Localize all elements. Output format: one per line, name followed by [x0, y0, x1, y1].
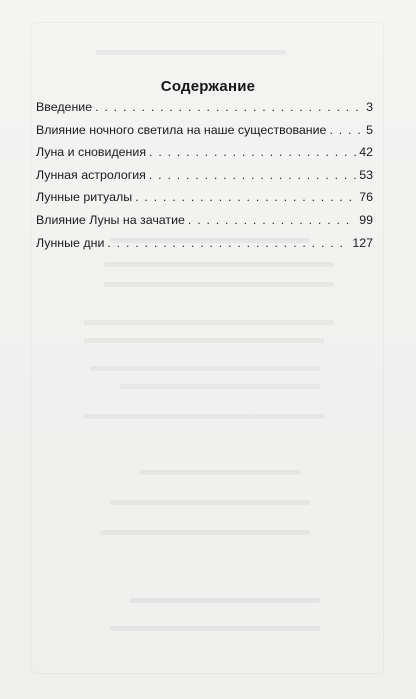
toc-entry-page: 42	[359, 145, 373, 160]
toc-entry-label: Введение	[36, 100, 93, 114]
show-through-line	[110, 500, 310, 505]
show-through-line	[100, 530, 310, 535]
show-through-line	[104, 282, 334, 287]
show-through-line	[84, 338, 324, 343]
toc-entry-label: Лунные ритуалы	[36, 190, 133, 205]
toc-entry	[36, 236, 373, 259]
toc-entry-page: 76	[359, 190, 373, 205]
toc-entry-page: 127	[352, 235, 373, 250]
show-through-line	[110, 626, 320, 631]
show-through-line	[120, 384, 320, 389]
toc-entry-page: 99	[359, 212, 373, 227]
dot-leader	[135, 190, 356, 204]
toc-entry-label: Влияние Луны на зачатие	[36, 212, 185, 227]
show-through-line	[104, 262, 334, 267]
toc-entry-label: Лунные дни	[36, 235, 105, 250]
show-through-line	[84, 414, 324, 419]
dot-leader	[149, 168, 356, 182]
toc-entry	[36, 213, 373, 236]
toc-entry	[36, 168, 373, 191]
show-through-line	[90, 366, 320, 371]
show-through-line	[84, 320, 334, 325]
dot-leader	[95, 100, 363, 114]
toc-entry-label: Влияние ночного светила на наше существование	[36, 122, 327, 137]
show-through-line	[140, 470, 300, 475]
table-of-contents	[36, 100, 373, 258]
toc-entry	[36, 190, 373, 213]
toc-entry	[36, 123, 373, 146]
dot-leader	[149, 145, 356, 159]
toc-entry-page: 53	[359, 167, 373, 182]
dot-leader	[107, 236, 349, 250]
show-through-line	[130, 598, 320, 603]
toc-entry-page: 5	[366, 122, 373, 137]
toc-entry-page: 3	[366, 100, 373, 114]
toc-title: Содержание	[160, 78, 256, 95]
toc-entry-label: Луна и сновидения	[36, 145, 147, 160]
dot-leader	[188, 213, 356, 227]
toc-entry	[36, 145, 373, 168]
toc-entry-label: Лунная астрология	[36, 167, 146, 182]
dot-leader	[329, 123, 363, 137]
toc-entry	[36, 100, 373, 123]
show-through-line	[96, 50, 286, 55]
